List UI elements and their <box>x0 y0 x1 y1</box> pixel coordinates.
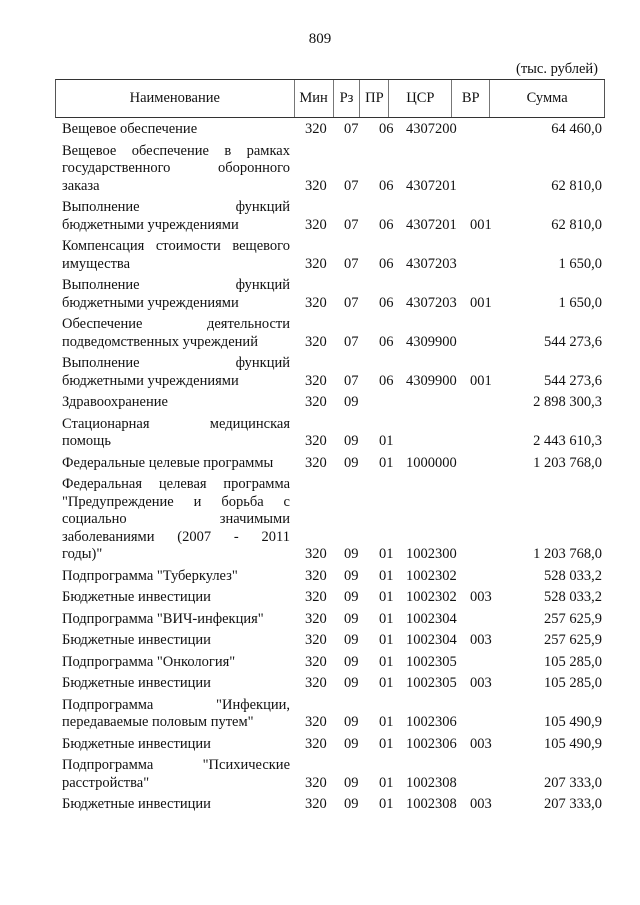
row-name-line: Вещевое обеспечение <box>62 121 198 137</box>
header-sum: Сумма <box>490 80 605 117</box>
cell-pr: 06 <box>379 121 394 137</box>
table-header <box>55 79 605 118</box>
table-row <box>62 394 602 412</box>
cell-pr: 01 <box>379 653 394 670</box>
cell-min: 320 <box>305 121 327 137</box>
cell-pr: 01 <box>379 632 394 648</box>
cell-min: 320 <box>305 394 327 410</box>
cell-pr: 01 <box>379 714 394 730</box>
cell-sum: 105 490,9 <box>544 714 602 730</box>
cell-csr: 1002300 <box>406 546 457 562</box>
cell-csr: 4309900 <box>406 372 457 389</box>
row-name <box>62 355 290 390</box>
cell-min: 320 <box>305 735 327 752</box>
table-row <box>62 199 602 234</box>
cell-rz: 07 <box>344 177 359 194</box>
cell-min: 320 <box>305 255 327 272</box>
cell-sum: 544 273,6 <box>544 372 602 389</box>
cell-sum: 207 333,0 <box>544 796 602 812</box>
row-name-line: социально значимыми <box>62 511 290 527</box>
cell-sum: 105 490,9 <box>544 735 602 752</box>
row-name <box>62 736 290 754</box>
cell-vr: 003 <box>470 632 492 648</box>
table-row <box>62 675 602 693</box>
row-name <box>62 199 290 234</box>
table-row <box>62 143 602 196</box>
cell-csr: 1002304 <box>406 632 457 648</box>
cell-csr: 1002308 <box>406 774 457 791</box>
cell-pr: 06 <box>379 177 394 194</box>
cell-rz: 09 <box>344 735 359 752</box>
row-name-line: Компенсация стоимости вещевого <box>62 238 290 254</box>
cell-rz: 09 <box>344 675 359 691</box>
row-name-line: помощь <box>62 433 111 449</box>
cell-csr: 4307203 <box>406 255 457 272</box>
cell-vr: 001 <box>470 216 492 233</box>
cell-sum: 2 443 610,3 <box>533 433 602 449</box>
row-name-line: Бюджетные инвестиции <box>62 735 211 752</box>
row-name <box>62 675 290 693</box>
cell-pr: 06 <box>379 255 394 272</box>
row-name-line: имущества <box>62 255 131 272</box>
cell-sum: 62 810,0 <box>551 216 602 233</box>
cell-rz: 09 <box>344 774 359 791</box>
row-name <box>62 143 290 196</box>
row-name <box>62 757 290 792</box>
table-row <box>62 355 602 390</box>
row-name-line: Подпрограмма "Онкология" <box>62 653 236 670</box>
cell-rz: 07 <box>344 216 359 233</box>
cell-rz: 09 <box>344 454 359 471</box>
cell-vr: 003 <box>470 675 492 691</box>
row-name <box>62 316 290 351</box>
row-name <box>62 697 290 732</box>
row-name-line: Подпрограмма "Инфекции, <box>62 696 290 713</box>
cell-csr: 1002308 <box>406 796 457 812</box>
cell-min: 320 <box>305 372 327 389</box>
row-name-line: Вещевое обеспечение в рамках <box>62 142 290 159</box>
cell-vr: 001 <box>470 372 492 389</box>
row-name-line: заказа <box>62 177 100 194</box>
row-name <box>62 611 290 629</box>
cell-min: 320 <box>305 774 327 791</box>
cell-min: 320 <box>305 454 327 471</box>
cell-sum: 1 650,0 <box>558 294 602 311</box>
row-name <box>62 238 290 273</box>
row-name-line: заболеваниями (2007 - 2011 <box>62 528 290 545</box>
table-row <box>62 455 602 473</box>
cell-min: 320 <box>305 567 327 584</box>
row-name <box>62 632 290 650</box>
cell-csr: 1002306 <box>406 714 457 730</box>
row-name <box>62 796 290 814</box>
cell-rz: 07 <box>344 294 359 311</box>
cell-sum: 528 033,2 <box>544 589 602 605</box>
cell-sum: 257 625,9 <box>544 632 602 648</box>
cell-pr: 01 <box>379 433 394 449</box>
row-name-line: Федеральные целевые программы <box>62 454 274 471</box>
cell-csr: 1002305 <box>406 675 457 691</box>
cell-min: 320 <box>305 796 327 812</box>
row-name <box>62 416 290 451</box>
row-name <box>62 121 290 139</box>
cell-min: 320 <box>305 433 327 449</box>
cell-pr: 01 <box>379 567 394 584</box>
cell-min: 320 <box>305 653 327 670</box>
cell-pr: 01 <box>379 546 394 562</box>
table-row <box>62 316 602 351</box>
cell-sum: 1 650,0 <box>558 255 602 272</box>
row-name-line: Обеспечение деятельности <box>62 316 290 332</box>
cell-csr: 1002304 <box>406 610 457 627</box>
row-name-line: государственного оборонного <box>62 160 290 176</box>
cell-csr: 1000000 <box>406 454 457 471</box>
cell-sum: 62 810,0 <box>551 177 602 194</box>
cell-pr: 01 <box>379 796 394 812</box>
cell-pr: 01 <box>379 675 394 691</box>
cell-min: 320 <box>305 714 327 730</box>
cell-pr: 01 <box>379 774 394 791</box>
row-name <box>62 476 290 564</box>
cell-sum: 1 203 768,0 <box>533 546 602 562</box>
cell-rz: 09 <box>344 567 359 584</box>
row-name-line: Выполнение функций <box>62 199 290 215</box>
cell-csr: 4307200 <box>406 121 457 137</box>
units-label: (тыс. рублей) <box>516 61 598 77</box>
cell-vr: 001 <box>470 294 492 311</box>
cell-pr: 01 <box>379 589 394 605</box>
row-name-line: бюджетными учреждениями <box>62 216 239 233</box>
row-name <box>62 654 290 672</box>
cell-csr: 4307201 <box>406 216 457 233</box>
row-name-line: Бюджетные инвестиции <box>62 589 211 605</box>
cell-rz: 09 <box>344 796 359 812</box>
cell-rz: 09 <box>344 632 359 648</box>
cell-rz: 07 <box>344 333 359 350</box>
cell-rz: 07 <box>344 255 359 272</box>
cell-min: 320 <box>305 546 327 562</box>
row-name-line: Стационарная медицинская <box>62 415 290 432</box>
cell-pr: 06 <box>379 216 394 233</box>
cell-min: 320 <box>305 675 327 691</box>
cell-csr: 1002302 <box>406 567 457 584</box>
cell-sum: 105 285,0 <box>544 675 602 691</box>
cell-rz: 09 <box>344 653 359 670</box>
row-name <box>62 568 290 586</box>
cell-min: 320 <box>305 333 327 350</box>
cell-sum: 528 033,2 <box>544 567 602 584</box>
cell-rz: 09 <box>344 589 359 605</box>
table-row <box>62 611 602 629</box>
cell-pr: 01 <box>379 454 394 471</box>
cell-sum: 1 203 768,0 <box>533 454 602 471</box>
row-name <box>62 277 290 312</box>
row-name-line: Выполнение функций <box>62 277 290 293</box>
cell-rz: 09 <box>344 714 359 730</box>
header-min: Мин <box>295 80 334 117</box>
cell-pr: 06 <box>379 294 394 311</box>
cell-pr: 01 <box>379 610 394 627</box>
row-name <box>62 455 290 473</box>
cell-min: 320 <box>305 610 327 627</box>
table-row <box>62 697 602 732</box>
table-row <box>62 757 602 792</box>
row-name-line: Бюджетные инвестиции <box>62 796 211 812</box>
cell-vr: 003 <box>470 735 492 752</box>
row-name-line: расстройства" <box>62 774 150 791</box>
cell-rz: 07 <box>344 121 359 137</box>
row-name-line: годы)" <box>62 546 103 562</box>
table-row <box>62 476 602 564</box>
cell-vr: 003 <box>470 796 492 812</box>
header-rz: Рз <box>334 80 361 117</box>
header-vr: ВР <box>452 80 490 117</box>
row-name-line: Бюджетные инвестиции <box>62 632 211 648</box>
cell-rz: 09 <box>344 546 359 562</box>
cell-vr: 003 <box>470 589 492 605</box>
row-name-line: Федеральная целевая программа <box>62 476 290 492</box>
cell-sum: 2 898 300,3 <box>533 394 602 410</box>
row-name-line: Выполнение функций <box>62 355 290 371</box>
header-pr: ПР <box>360 80 389 117</box>
table-row <box>62 736 602 754</box>
table-row <box>62 654 602 672</box>
row-name-line: бюджетными учреждениями <box>62 372 239 389</box>
cell-sum: 544 273,6 <box>544 333 602 350</box>
cell-rz: 09 <box>344 394 359 410</box>
cell-rz: 09 <box>344 433 359 449</box>
row-name-line: подведомственных учреждений <box>62 333 258 350</box>
row-name-line: Подпрограмма "Туберкулез" <box>62 567 238 584</box>
cell-pr: 06 <box>379 372 394 389</box>
cell-min: 320 <box>305 589 327 605</box>
page-number: 809 <box>308 31 332 47</box>
row-name-line: Подпрограмма "ВИЧ-инфекция" <box>62 610 264 627</box>
row-name-line: бюджетными учреждениями <box>62 294 239 311</box>
table-row <box>62 238 602 273</box>
cell-csr: 4307201 <box>406 177 457 194</box>
cell-csr: 1002306 <box>406 735 457 752</box>
cell-csr: 4309900 <box>406 333 457 350</box>
cell-min: 320 <box>305 216 327 233</box>
table-row <box>62 121 602 139</box>
cell-sum: 64 460,0 <box>551 121 602 137</box>
cell-csr: 1002305 <box>406 653 457 670</box>
cell-csr: 1002302 <box>406 589 457 605</box>
row-name-line: Здравоохранение <box>62 394 168 410</box>
table-body <box>62 121 602 818</box>
row-name-line: Подпрограмма "Психические <box>62 757 290 773</box>
cell-csr: 4307203 <box>406 294 457 311</box>
cell-rz: 09 <box>344 610 359 627</box>
cell-sum: 105 285,0 <box>544 653 602 670</box>
row-name-line: "Предупреждение и борьба с <box>62 493 290 510</box>
table-row <box>62 568 602 586</box>
table-row <box>62 416 602 451</box>
header-csr: ЦСР <box>389 80 452 117</box>
row-name <box>62 589 290 607</box>
row-name-line: передаваемые половым путем" <box>62 714 254 730</box>
cell-rz: 07 <box>344 372 359 389</box>
cell-sum: 257 625,9 <box>544 610 602 627</box>
row-name <box>62 394 290 412</box>
table-row <box>62 796 602 814</box>
header-name: Наименование <box>56 80 295 117</box>
table-row <box>62 277 602 312</box>
row-name-line: Бюджетные инвестиции <box>62 675 211 691</box>
cell-pr: 01 <box>379 735 394 752</box>
cell-min: 320 <box>305 632 327 648</box>
table-row <box>62 589 602 607</box>
table-row <box>62 632 602 650</box>
cell-min: 320 <box>305 177 327 194</box>
cell-pr: 06 <box>379 333 394 350</box>
cell-min: 320 <box>305 294 327 311</box>
cell-sum: 207 333,0 <box>544 774 602 791</box>
